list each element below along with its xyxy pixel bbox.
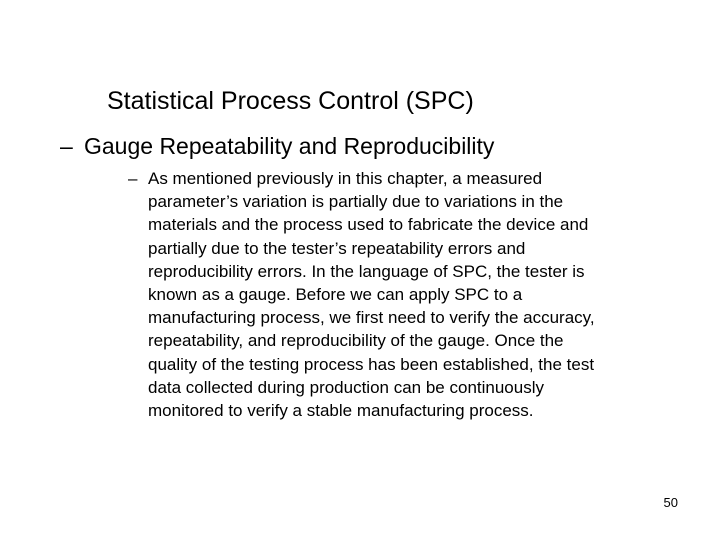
body-line: reproducibility errors. In the language of SPC, the tester is [148, 261, 585, 281]
body-line: parameter’s variation is partially due to variations in the [148, 192, 564, 212]
body-line: manufacturing process, we first need to verify the accuracy, [148, 308, 595, 328]
slide-title: Statistical Process Control (SPC) [107, 87, 474, 115]
subheading: Gauge Repeatability and Reproducibility [84, 133, 495, 159]
bullet-gauge-rr [60, 131, 700, 161]
body-line: partially due to the tester’s repeatability errors and [148, 238, 526, 258]
body-line: known as a gauge. Before we can apply SPC to a [148, 285, 523, 305]
body-line: As mentioned previously in this chapter, a measured [148, 169, 543, 188]
body-line: quality of the testing process has been established, the test [148, 354, 595, 374]
body-line: materials and the process used to fabricate the device and [148, 215, 589, 235]
bullet-dash: – [60, 133, 73, 159]
sub-bullet-dash: – [128, 169, 138, 188]
body-line: repeatability, and reproducibility of the gauge. Once the [148, 331, 564, 351]
body-line: data collected during production can be continuously [148, 377, 544, 397]
sub-bullet-paragraph [128, 167, 688, 422]
body-paragraph [148, 167, 688, 422]
body-line: monitored to verify a stable manufacturing process. [148, 401, 534, 421]
page-number: 50 [663, 495, 678, 510]
